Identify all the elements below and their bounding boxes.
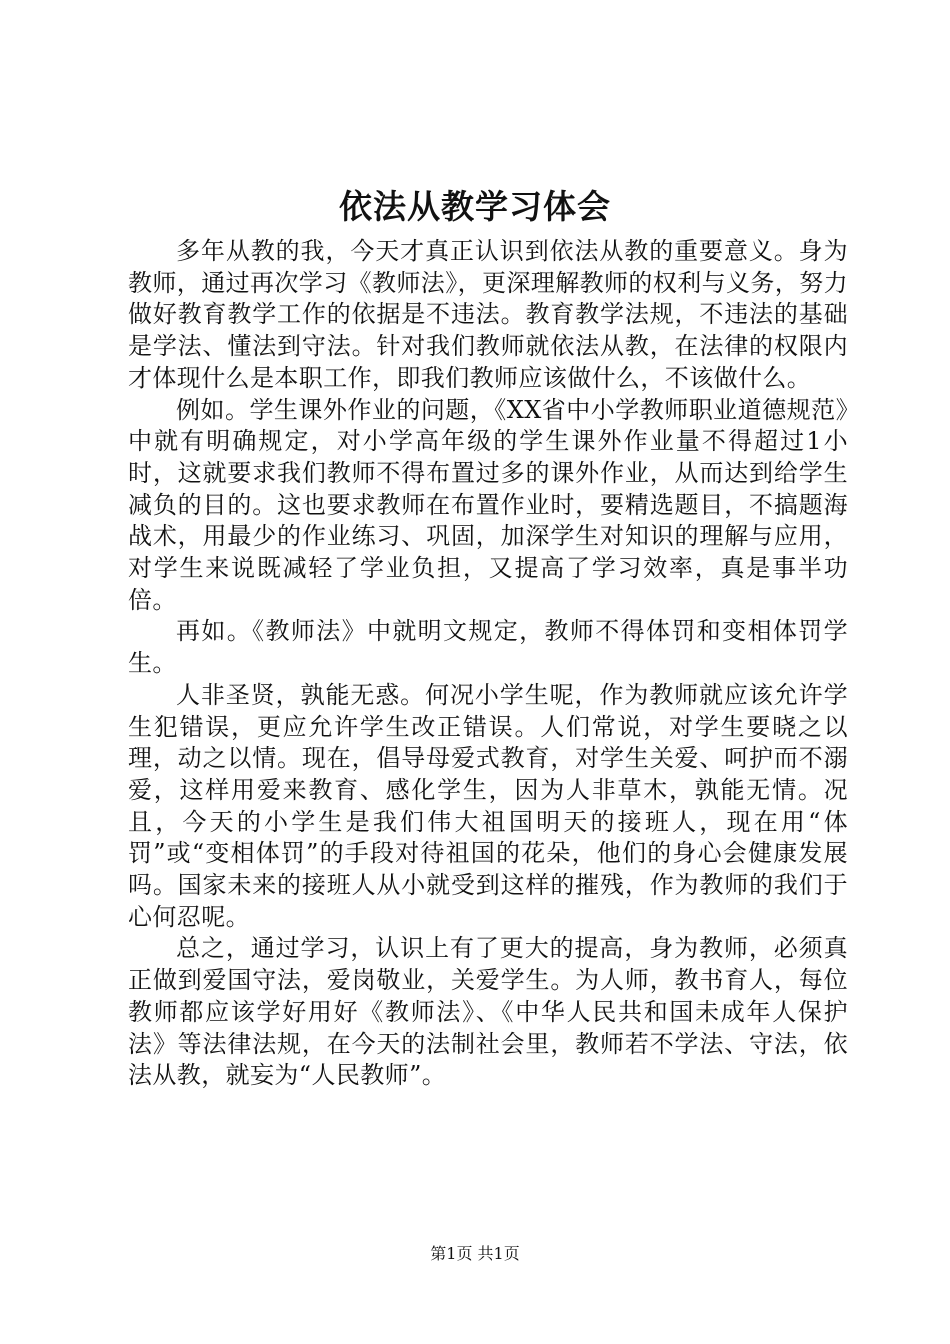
- document-title: 依法从教学习体会: [339, 187, 611, 226]
- paragraph: 总之，通过学习，认识上有了更大的提高，身为教师，必须真正做到爱国守法，爱岗敬业，关爱学生。为人师，教书育人，每位教师都应该学好用好《教师法》、《中华人民共和国未成年人保护法》等法律法规，在今天的法制社会里，教师若不学法、守法，依法从教，就妄为“人民教师”。: [128, 934, 848, 1090]
- page-footer: 第1页 共1页: [430, 1244, 520, 1263]
- document-body: [128, 236, 848, 1092]
- paragraph: 人非圣贤，孰能无惑。何况小学生呢，作为教师就应该允许学生犯错误，更应允许学生改正错误。人们常说，对学生要晓之以理，动之以情。现在，倡导母爱式教育，对学生关爱、呵护而不溺爱，这样用爱来教育、感化学生，因为人非草木，孰能无情。况且，今天的小学生是我们伟大祖国明天的接班人，现在用“体罚”或“变相体罚”的手段对待祖国的花朵，他们的身心会健康发展吗。国家未来的接班人从小就受到这样的摧残，作为教师的我们于心何忍呢。: [128, 680, 848, 931]
- paragraph: 再如。《教师法》中就明文规定，教师不得体罚和变相体罚学生。: [128, 617, 848, 678]
- paragraph: 多年从教的我，今天才真正认识到依法从教的重要意义。身为教师，通过再次学习《教师法》，更深理解教师的权利与义务，努力做好教育教学工作的依据是不违法。教育教学法规，不违法的基础是学法、懂法到守法。针对我们教师就依法从教，在法律的权限内才体现什么是本职工作，即我们教师应该做什么，不该做什么。: [128, 237, 848, 392]
- paragraph: 例如。学生课外作业的问题，《XX省中小学教师职业道德规范》中就有明确规定，对小学高年级的学生课外作业量不得超过1小时，这就要求我们教师不得布置过多的课外作业，从而达到给学生减负的目的。这也要求教师在布置作业时，要精选题目，不搞题海战术，用最少的作业练习、巩固，加深学生对知识的理解与应用，对学生来说既减轻了学业负担，又提高了学习效率，真是事半功倍。: [128, 395, 848, 614]
